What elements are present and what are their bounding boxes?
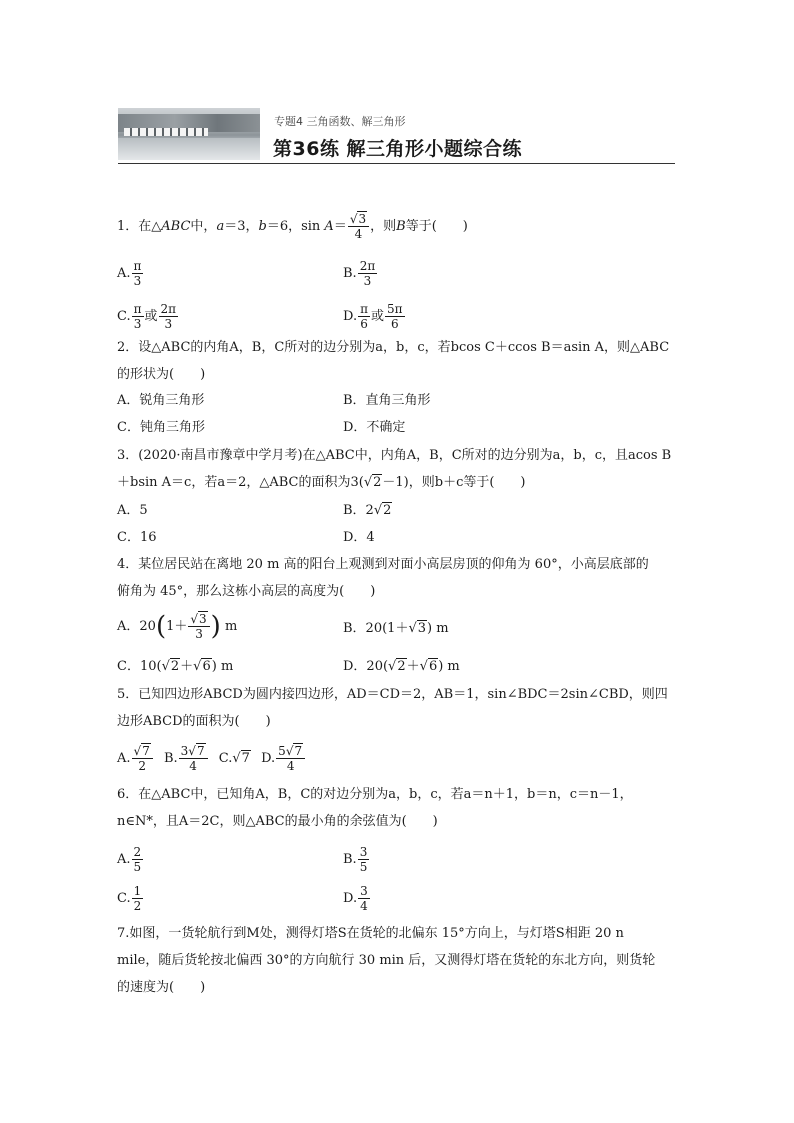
- q2-option-b[interactable]: B．直角三角形: [343, 393, 431, 408]
- question-6-line-2: n∈N*，且A＝2C，则△ABC的最小角的余弦值为( ): [117, 814, 438, 829]
- q4-option-d[interactable]: D．20(√2＋√6) m: [343, 659, 460, 674]
- q5-options: [117, 744, 306, 773]
- question-1: 1．在△ABC中，a＝3，b＝6，sin A＝ $\frac{√3}{4}$ ，则B等于( ): [117, 212, 468, 241]
- q4-option-c[interactable]: C．10(√2＋√6) m: [117, 659, 234, 674]
- page-title: 第36练 解三角形小题综合练: [273, 138, 523, 160]
- q4-option-b[interactable]: B．20(1＋√3) m: [343, 621, 449, 636]
- q6-option-a[interactable]: A. $\frac{2}{5}$: [117, 845, 142, 874]
- question-7-line-1: 7.如图，一货轮航行到M处，测得灯塔S在货轮的北偏东 15°方向上，与灯塔S相距 20 n: [117, 926, 624, 941]
- q5-option-a[interactable]: A. $\frac{√7}{2}$: [117, 751, 154, 766]
- question-7-line-2: mile，随后货轮按北偏西 30°的方向航行 30 min 后，又测得灯塔在货轮的东北方向，则货轮: [117, 953, 656, 968]
- q6-option-d[interactable]: D. $\frac{3}{4}$: [343, 884, 368, 913]
- q5-option-b[interactable]: B. $\frac{3√7}{4}$: [164, 751, 209, 766]
- question-5-line-2: 边形ABCD的面积为( ): [117, 714, 271, 729]
- question-6-line-1: 6．在△ABC中，已知角A，B，C的对边分别为a，b，c，若a＝n＋1，b＝n，c＝n－1，: [117, 787, 633, 802]
- header-divider: [118, 163, 675, 164]
- header-landscape-image: [118, 108, 260, 160]
- question-2-line-2: 的形状为( ): [117, 367, 206, 382]
- q5-option-c[interactable]: C.√7: [218, 751, 250, 766]
- question-7-line-3: 的速度为( ): [117, 980, 206, 995]
- q5-option-d[interactable]: D. $\frac{5√7}{4}$: [261, 751, 306, 766]
- q6-option-b[interactable]: B. $\frac{3}{5}$: [343, 845, 368, 874]
- q1-option-d[interactable]: D. $\frac{\pi}{6}$ 或 $\frac{5\pi}{6}$: [343, 302, 403, 331]
- subject-label: 专题4 三角函数、解三角形: [274, 115, 406, 128]
- q1-fraction: $\frac{√3}{4}$: [348, 212, 369, 241]
- question-5-line-1: 5．已知四边形ABCD为圆内接四边形，AD＝CD＝2，AB＝1，sin∠BDC＝2sin∠CBD，则四: [117, 687, 668, 702]
- question-3-line-1: 3．(2020·南昌市豫章中学月考)在△ABC中，内角A，B，C所对的边分别为a，b，c，且acos B: [117, 448, 672, 463]
- question-2-line-1: 2．设△ABC的内角A，B，C所对的边分别为a，b，c，若bcos C＋ccos B＝asin A，则△ABC: [117, 340, 670, 355]
- q3-option-d[interactable]: D．4: [343, 530, 375, 545]
- q3-option-a[interactable]: A．5: [117, 503, 148, 518]
- q2-option-c[interactable]: C．钝角三角形: [117, 420, 205, 435]
- q2-option-d[interactable]: D．不确定: [343, 420, 406, 435]
- question-4-line-1: 4．某位居民站在离地 20 m 高的阳台上观测到对面小高层房顶的仰角为 60°，小高层底部的: [117, 557, 649, 572]
- q3-option-b[interactable]: B．2√2: [343, 503, 392, 518]
- q2-option-a[interactable]: A．锐角三角形: [117, 393, 205, 408]
- q1-option-b[interactable]: B. $\frac{2\pi}{3}$: [343, 259, 376, 288]
- q1-option-c[interactable]: C. $\frac{\pi}{3}$ 或 $\frac{2\pi}{3}$: [117, 302, 177, 331]
- question-4-line-2: 俯角为 45°，那么这栋小高层的高度为( ): [117, 584, 376, 599]
- q4-option-a[interactable]: A．20(1＋ $\frac{√3}{3}$ ) m: [117, 611, 238, 642]
- q6-option-c[interactable]: C. $\frac{1}{2}$: [117, 884, 142, 913]
- question-3-line-2: ＋bsin A＝c，若a＝2，△ABC的面积为3(√2－1)，则b＋c等于( ): [117, 475, 526, 490]
- q3-option-c[interactable]: C．16: [117, 530, 157, 545]
- q1-option-a[interactable]: A. $\frac{\pi}{3}$: [117, 259, 142, 288]
